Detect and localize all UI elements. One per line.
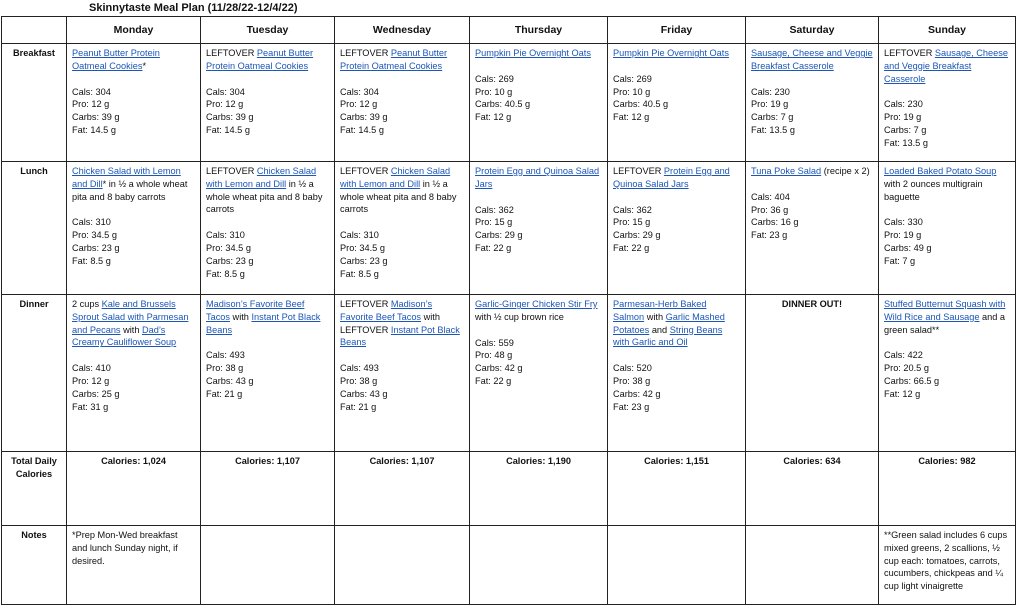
breakfast-cell [335, 44, 470, 162]
nutrition-info [475, 73, 602, 124]
nutrition-pro: Pro: 12 g [72, 375, 110, 386]
lunch-cell [746, 162, 879, 295]
meal-text: with 2 ounces multigrain baguette [884, 178, 983, 202]
nutrition-fat: Fat: 13.5 g [884, 137, 928, 148]
nutrition-pro: Pro: 19 g [751, 99, 789, 110]
nutrition-info [340, 86, 464, 137]
lunch-row [2, 162, 1016, 295]
nutrition-pro: Pro: 38 g [206, 363, 244, 374]
spacer [884, 203, 1010, 216]
nutrition-info [613, 73, 740, 124]
recipe-link[interactable]: Peanut Butter Protein Oatmeal Cookies [340, 48, 448, 71]
nutrition-cals: Cals: 230 [884, 99, 923, 110]
nutrition-info [884, 98, 1010, 149]
breakfast-cell [879, 44, 1016, 162]
nutrition-carbs: Carbs: 25 g [72, 388, 120, 399]
notes-row [2, 526, 1016, 605]
nutrition-pro: Pro: 10 g [475, 86, 513, 97]
recipe-link[interactable]: Tuna Poke Salad [751, 166, 822, 176]
note-cell [608, 526, 746, 605]
nutrition-cals: Cals: 304 [340, 86, 379, 97]
nutrition-cals: Cals: 559 [475, 337, 514, 348]
nutrition-pro: Pro: 19 g [884, 112, 922, 123]
nutrition-pro: Pro: 38 g [613, 375, 651, 386]
note-cell [746, 526, 879, 605]
totals-row [2, 452, 1016, 526]
nutrition-cals: Cals: 404 [751, 191, 790, 202]
nutrition-carbs: Carbs: 29 g [475, 230, 523, 241]
nutrition-carbs: Carbs: 23 g [72, 242, 120, 253]
nutrition-info [613, 362, 740, 413]
spacer [613, 191, 740, 204]
spacer [72, 349, 195, 362]
spacer [884, 336, 1010, 349]
recipe-link[interactable]: Chicken Salad with Lemon and Dill [340, 166, 451, 189]
nutrition-info [340, 362, 464, 413]
nutrition-carbs: Carbs: 39 g [340, 112, 388, 123]
nutrition-carbs: Carbs: 40.5 g [613, 99, 669, 110]
nutrition-cals: Cals: 520 [613, 363, 652, 374]
recipe-link[interactable]: Parmesan-Herb Baked Salmon [613, 299, 707, 322]
nutrition-cals: Cals: 269 [475, 73, 514, 84]
recipe-link[interactable]: Sausage, Cheese and Veggie Breakfast Casserole [884, 48, 1008, 84]
total-calories: Calories: 1,024 [67, 452, 201, 526]
day-header: Saturday [746, 17, 879, 44]
meal-text: LEFTOVER [340, 299, 391, 309]
recipe-link[interactable]: Garlic Mashed Potatoes [613, 311, 725, 335]
total-calories: Calories: 1,107 [335, 452, 470, 526]
recipe-link[interactable]: Instant Pot Black Beans [206, 311, 321, 335]
meal-text: in ½ a whole wheat pita and 8 baby carrots [206, 178, 323, 215]
nutrition-info [884, 216, 1010, 267]
meal-description [475, 47, 602, 60]
lunch-cell [608, 162, 746, 295]
nutrition-fat: Fat: 7 g [884, 255, 916, 266]
nutrition-fat: Fat: 21 g [340, 401, 377, 412]
meal-description [72, 47, 195, 73]
nutrition-info [475, 204, 602, 255]
nutrition-fat: Fat: 12 g [475, 112, 512, 123]
recipe-link[interactable]: Madison’s Favorite Beef Tacos [340, 299, 433, 322]
nutrition-info [751, 191, 873, 242]
spacer [206, 73, 329, 86]
recipe-link[interactable]: Chicken Salad with Lemon and Dill [72, 166, 181, 189]
recipe-link[interactable]: Protein Egg and Quinoa Salad Jars [475, 166, 600, 189]
recipe-link[interactable]: Stuffed Butternut Squash with Wild Rice and Sausage [884, 299, 1006, 322]
spacer [475, 324, 602, 337]
nutrition-info [884, 349, 1010, 400]
breakfast-cell [201, 44, 335, 162]
day-header: Sunday [879, 17, 1016, 44]
nutrition-cals: Cals: 410 [72, 363, 111, 374]
nutrition-pro: Pro: 19 g [884, 230, 922, 241]
nutrition-carbs: Carbs: 66.5 g [884, 375, 940, 386]
nutrition-info [206, 349, 329, 400]
nutrition-carbs: Carbs: 23 g [206, 255, 254, 266]
dinner-cell [201, 295, 335, 452]
nutrition-pro: Pro: 12 g [206, 99, 244, 110]
nutrition-cals: Cals: 493 [206, 350, 245, 361]
recipe-link[interactable]: Loaded Baked Potato Soup [884, 166, 997, 176]
total-calories: Calories: 1,151 [608, 452, 746, 526]
nutrition-carbs: Carbs: 7 g [751, 112, 794, 123]
dinner-cell [470, 295, 608, 452]
meal-text: LEFTOVER [206, 166, 257, 176]
nutrition-fat: Fat: 14.5 g [340, 124, 384, 135]
nutrition-carbs: Carbs: 23 g [340, 255, 388, 266]
nutrition-pro: Pro: 38 g [340, 375, 378, 386]
meal-text: * [142, 60, 147, 71]
meal-plan-table [1, 16, 1016, 605]
meal-text: and [649, 324, 670, 335]
spacer [613, 349, 740, 362]
meal-description [340, 47, 464, 73]
note-cell: **Green salad includes 6 cups mixed greens, 2 scallions, ½ cup each: tomatoes, carrots, cucumbers, chickpeas and ¼ cup light vinaigrette [879, 526, 1016, 605]
nutrition-pro: Pro: 15 g [613, 217, 651, 228]
nutrition-pro: Pro: 10 g [613, 86, 651, 97]
nutrition-cals: Cals: 362 [613, 204, 652, 215]
meal-text: LEFTOVER [206, 48, 257, 58]
meal-description [475, 165, 602, 191]
nutrition-cals: Cals: 310 [206, 230, 245, 241]
meal-text: with ½ cup brown rice [475, 311, 564, 322]
nutrition-info [340, 229, 464, 280]
nutrition-fat: Fat: 8.5 g [340, 268, 379, 279]
breakfast-row [2, 44, 1016, 162]
page-title: Skinnytaste Meal Plan (11/28/22-12/4/22) [89, 2, 298, 14]
nutrition-pro: Pro: 34.5 g [72, 230, 117, 241]
nutrition-fat: Fat: 22 g [475, 242, 512, 253]
meal-description [206, 298, 329, 336]
meal-text: with LEFTOVER [340, 311, 440, 335]
meal-description [751, 47, 873, 73]
row-label-total: Total Daily Calories [2, 452, 67, 526]
nutrition-cals: Cals: 330 [884, 217, 923, 228]
meal-text: * in ½ a whole wheat pita and 8 baby carrots [72, 178, 188, 202]
spacer [613, 60, 740, 73]
breakfast-cell [470, 44, 608, 162]
recipe-link[interactable]: Peanut Butter Protein Oatmeal Cookies [206, 48, 314, 71]
spacer [206, 216, 329, 229]
meal-text: (recipe x 2) [821, 166, 870, 176]
recipe-link[interactable]: Madison’s Favorite Beef Tacos [206, 299, 305, 322]
meal-text: in ½ a whole wheat pita and 8 baby carrots [340, 178, 457, 215]
recipe-link[interactable]: Pumpkin Pie Overnight Oats [475, 48, 591, 58]
nutrition-pro: Pro: 48 g [475, 350, 513, 361]
recipe-link[interactable]: Garlic-Ginger Chicken Stir Fry [475, 299, 598, 309]
day-header: Tuesday [201, 17, 335, 44]
total-calories: Calories: 1,107 [201, 452, 335, 526]
nutrition-carbs: Carbs: 40.5 g [475, 99, 531, 110]
recipe-link[interactable]: Protein Egg and Quinoa Salad Jars [613, 166, 730, 189]
day-header: Thursday [470, 17, 608, 44]
nutrition-info [613, 204, 740, 255]
dinner-cell: DINNER OUT! [746, 295, 879, 452]
header-row [2, 17, 1016, 44]
nutrition-pro: Pro: 12 g [340, 99, 378, 110]
meal-description [72, 298, 195, 349]
nutrition-carbs: Carbs: 7 g [884, 124, 927, 135]
spacer [206, 336, 329, 349]
nutrition-fat: Fat: 12 g [613, 112, 650, 123]
nutrition-fat: Fat: 23 g [613, 401, 650, 412]
note-cell: *Prep Mon-Wed breakfast and lunch Sunday night, if desired. [67, 526, 201, 605]
nutrition-pro: Pro: 20.5 g [884, 363, 929, 374]
nutrition-cals: Cals: 304 [72, 86, 111, 97]
meal-text: LEFTOVER [613, 166, 664, 176]
nutrition-pro: Pro: 36 g [751, 204, 789, 215]
spacer [340, 73, 464, 86]
day-header: Wednesday [335, 17, 470, 44]
meal-description [340, 165, 464, 216]
nutrition-pro: Pro: 34.5 g [340, 242, 385, 253]
nutrition-cals: Cals: 422 [884, 350, 923, 361]
nutrition-fat: Fat: 14.5 g [72, 124, 116, 135]
recipe-link[interactable]: String Beans with Garlic and Oil [613, 324, 723, 348]
breakfast-cell [67, 44, 201, 162]
spacer [475, 60, 602, 73]
meal-description [206, 47, 329, 73]
total-calories: Calories: 1,190 [470, 452, 608, 526]
recipe-link[interactable]: Sausage, Cheese and Veggie Breakfast Casserole [751, 48, 873, 71]
recipe-link[interactable]: Instant Pot Black Beans [340, 324, 460, 348]
lunch-cell [201, 162, 335, 295]
nutrition-carbs: Carbs: 39 g [72, 112, 120, 123]
breakfast-cell [608, 44, 746, 162]
meal-description [751, 165, 873, 178]
row-label-dinner: Dinner [2, 295, 67, 452]
meal-description [613, 47, 740, 60]
dinner-cell [608, 295, 746, 452]
nutrition-cals: Cals: 493 [340, 363, 379, 374]
meal-text: LEFTOVER [340, 166, 391, 176]
nutrition-info [72, 362, 195, 413]
meal-text: with [120, 324, 142, 335]
spacer [884, 85, 1010, 98]
nutrition-carbs: Carbs: 43 g [340, 388, 388, 399]
spacer [751, 178, 873, 191]
lunch-cell [335, 162, 470, 295]
meal-description [884, 165, 1010, 203]
nutrition-carbs: Carbs: 49 g [884, 242, 932, 253]
meal-text: with [230, 311, 252, 322]
nutrition-pro: Pro: 12 g [72, 99, 110, 110]
dinner-row [2, 295, 1016, 452]
spacer [72, 203, 195, 216]
recipe-link[interactable]: Dad’s Creamy Cauliflower Soup [72, 324, 177, 348]
nutrition-pro: Pro: 15 g [475, 217, 513, 228]
dinner-cell [879, 295, 1016, 452]
nutrition-info [475, 337, 602, 388]
nutrition-cals: Cals: 310 [72, 217, 111, 228]
nutrition-carbs: Carbs: 29 g [613, 230, 661, 241]
nutrition-info [206, 86, 329, 137]
recipe-link[interactable]: Peanut Butter Protein Oatmeal Cookies [72, 48, 160, 71]
meal-text: LEFTOVER [884, 48, 935, 58]
nutrition-info [206, 229, 329, 280]
nutrition-carbs: Carbs: 39 g [206, 112, 254, 123]
meal-description [884, 47, 1010, 85]
nutrition-fat: Fat: 23 g [751, 230, 788, 241]
meal-description [884, 298, 1010, 336]
spacer [475, 191, 602, 204]
note-cell [335, 526, 470, 605]
nutrition-fat: Fat: 21 g [206, 388, 243, 399]
note-cell [470, 526, 608, 605]
nutrition-cals: Cals: 304 [206, 86, 245, 97]
spacer [340, 349, 464, 362]
lunch-cell [470, 162, 608, 295]
meal-text: LEFTOVER [340, 48, 391, 58]
meal-description [206, 165, 329, 216]
nutrition-fat: Fat: 8.5 g [206, 268, 245, 279]
nutrition-cals: Cals: 230 [751, 86, 790, 97]
spacer [751, 73, 873, 86]
meal-description [613, 165, 740, 191]
spacer [72, 73, 195, 86]
note-cell [201, 526, 335, 605]
corner-cell [2, 17, 67, 44]
breakfast-cell [746, 44, 879, 162]
nutrition-carbs: Carbs: 16 g [751, 217, 799, 228]
row-label-notes: Notes [2, 526, 67, 605]
nutrition-carbs: Carbs: 43 g [206, 375, 254, 386]
lunch-cell [67, 162, 201, 295]
nutrition-info [72, 86, 195, 137]
nutrition-cals: Cals: 310 [340, 230, 379, 241]
nutrition-fat: Fat: 22 g [475, 375, 512, 386]
total-calories: Calories: 982 [879, 452, 1016, 526]
recipe-link[interactable]: Kale and Brussels Sprout Salad with Parmesan and Pecans [72, 299, 189, 335]
dinner-cell [67, 295, 201, 452]
dinner-cell [335, 295, 470, 452]
nutrition-fat: Fat: 13.5 g [751, 124, 795, 135]
total-calories: Calories: 634 [746, 452, 879, 526]
nutrition-carbs: Carbs: 42 g [475, 363, 523, 374]
meal-text: with [644, 311, 666, 322]
meal-description [72, 165, 195, 203]
nutrition-cals: Cals: 362 [475, 204, 514, 215]
meal-description [340, 298, 464, 349]
recipe-link[interactable]: Chicken Salad with Lemon and Dill [206, 166, 317, 189]
meal-text: 2 cups [72, 299, 102, 309]
meal-description [613, 298, 740, 349]
nutrition-fat: Fat: 31 g [72, 401, 109, 412]
day-header: Monday [67, 17, 201, 44]
nutrition-fat: Fat: 14.5 g [206, 124, 250, 135]
meal-text: and a green salad** [884, 311, 1006, 335]
nutrition-cals: Cals: 269 [613, 73, 652, 84]
nutrition-fat: Fat: 8.5 g [72, 255, 111, 266]
lunch-cell [879, 162, 1016, 295]
row-label-lunch: Lunch [2, 162, 67, 295]
meal-description [475, 298, 602, 324]
nutrition-info [72, 216, 195, 267]
spacer [340, 216, 464, 229]
nutrition-info [751, 86, 873, 137]
nutrition-carbs: Carbs: 42 g [613, 388, 661, 399]
row-label-breakfast: Breakfast [2, 44, 67, 162]
nutrition-pro: Pro: 34.5 g [206, 242, 251, 253]
nutrition-fat: Fat: 12 g [884, 388, 921, 399]
recipe-link[interactable]: Pumpkin Pie Overnight Oats [613, 48, 729, 58]
nutrition-fat: Fat: 22 g [613, 242, 650, 253]
day-header: Friday [608, 17, 746, 44]
